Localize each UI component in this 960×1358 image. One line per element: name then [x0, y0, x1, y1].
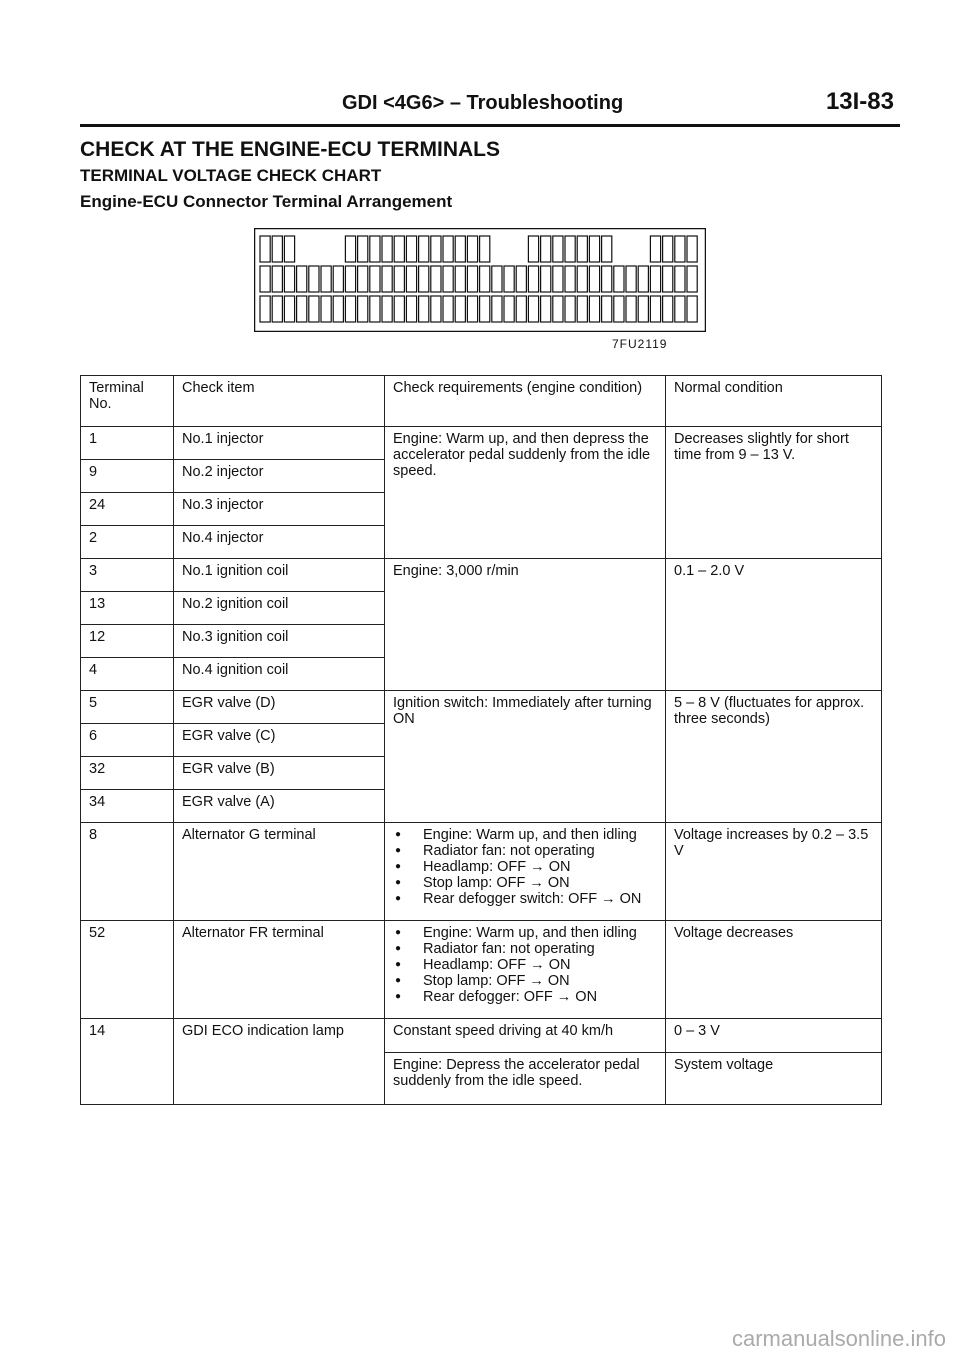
connector-pin — [504, 296, 514, 322]
connector-pin — [260, 266, 270, 292]
check-item: EGR valve (D) — [174, 691, 385, 724]
connector-pin — [663, 236, 673, 262]
header-terminal: Terminal No. — [81, 376, 174, 427]
terminal-no: 4 — [81, 658, 174, 691]
connector-pin — [260, 236, 270, 262]
connector-pin — [443, 296, 453, 322]
connector-pin — [419, 266, 429, 292]
requirement: Engine: 3,000 r/min — [385, 559, 666, 691]
connector-pin — [577, 266, 587, 292]
connector-pin — [406, 266, 416, 292]
connector-pin — [638, 266, 648, 292]
check-item: No.4 injector — [174, 526, 385, 559]
connector-pin — [565, 266, 575, 292]
header-check-item: Check item — [174, 376, 385, 427]
connector-pin — [492, 266, 502, 292]
check-item: No.1 injector — [174, 427, 385, 460]
connector-pin — [467, 296, 477, 322]
connector-pin — [675, 296, 685, 322]
watermark: carmanualsonline.info — [731, 1326, 946, 1351]
connector-pin — [260, 296, 270, 322]
connector-pin — [589, 266, 599, 292]
terminal-no: 52 — [81, 921, 174, 1019]
connector-pin — [394, 296, 404, 322]
list-item: ● Radiator fan: not operating — [393, 941, 659, 957]
connector-pin — [297, 296, 307, 322]
connector-pin — [272, 236, 282, 262]
normal-condition: Decreases slightly for short time from 9 – 13 V. — [666, 427, 882, 559]
terminal-no: 32 — [81, 757, 174, 790]
connector-pin — [516, 296, 526, 322]
terminal-no: 13 — [81, 592, 174, 625]
section-heading: CHECK AT THE ENGINE-ECU TERMINALS — [80, 138, 500, 161]
header-title: GDI <4G6> – Troubleshooting — [342, 92, 624, 114]
connector-pin — [626, 296, 636, 322]
list-item: ● Engine: Warm up, and then idling — [393, 925, 659, 941]
connector-pin — [528, 266, 538, 292]
table-row — [81, 921, 882, 1019]
table-row — [81, 427, 882, 460]
connector-pin — [358, 236, 368, 262]
check-item: EGR valve (C) — [174, 724, 385, 757]
connector-pin — [431, 296, 441, 322]
connector-pin — [565, 296, 575, 322]
connector-pin — [419, 296, 429, 322]
connector-pin — [284, 236, 294, 262]
connector-pin — [345, 266, 355, 292]
list-item: ● Headlamp: OFF → ON — [393, 859, 659, 875]
header-requirement: Check requirements (engine condition) — [385, 376, 666, 427]
requirement — [385, 823, 666, 921]
connector-pin — [284, 266, 294, 292]
check-item: Alternator G terminal — [174, 823, 385, 921]
check-item: No.3 ignition coil — [174, 625, 385, 658]
connector-pin — [577, 296, 587, 322]
connector-pin — [309, 266, 319, 292]
table-row — [81, 1019, 882, 1053]
connector-pin — [528, 236, 538, 262]
header-normal: Normal condition — [666, 376, 882, 427]
terminal-no: 6 — [81, 724, 174, 757]
connector-pin — [382, 236, 392, 262]
connector-pin — [309, 296, 319, 322]
check-item: No.2 injector — [174, 460, 385, 493]
table-header-row — [81, 376, 882, 427]
connector-pin — [345, 296, 355, 322]
connector-pin — [516, 266, 526, 292]
table-row — [81, 559, 882, 592]
connector-pin — [443, 266, 453, 292]
connector-pin — [467, 266, 477, 292]
check-item: No.2 ignition coil — [174, 592, 385, 625]
table-row — [81, 691, 882, 724]
requirement: Engine: Warm up, and then depress the accelerator pedal suddenly from the idle speed. — [385, 427, 666, 559]
page-number: 13I-83 — [825, 88, 894, 115]
connector-pin — [589, 236, 599, 262]
list-item: ● Engine: Warm up, and then idling — [393, 827, 659, 843]
list-item: ● Radiator fan: not operating — [393, 843, 659, 859]
connector-pin — [541, 296, 551, 322]
connector-pin — [663, 296, 673, 322]
connector-pin — [358, 266, 368, 292]
connector-pin — [650, 236, 660, 262]
connector-pin — [675, 236, 685, 262]
requirement: Engine: Depress the accelerator pedal suddenly from the idle speed. — [385, 1053, 666, 1105]
connector-diagram — [254, 228, 706, 332]
connector-pin — [675, 266, 685, 292]
page-header — [80, 88, 900, 127]
connector-pin — [297, 266, 307, 292]
connector-pin — [480, 296, 490, 322]
normal-condition: Voltage increases by 0.2 – 3.5 V — [666, 823, 882, 921]
terminal-no: 12 — [81, 625, 174, 658]
terminal-no: 34 — [81, 790, 174, 823]
connector-pin — [589, 296, 599, 322]
list-item: ● Rear defogger switch: OFF → ON — [393, 891, 659, 907]
connector-pin — [455, 266, 465, 292]
figure-code: 7FU2119 — [612, 337, 668, 351]
connector-pin — [406, 296, 416, 322]
connector-pin — [394, 266, 404, 292]
connector-pin — [687, 296, 697, 322]
connector-pin — [321, 266, 331, 292]
connector-pin — [528, 296, 538, 322]
check-item: GDI ECO indication lamp — [174, 1019, 385, 1105]
check-item: Alternator FR terminal — [174, 921, 385, 1019]
connector-pin — [480, 266, 490, 292]
connector-pin — [492, 296, 502, 322]
table-row — [81, 823, 882, 921]
connector-pin — [626, 266, 636, 292]
connector-pin — [431, 266, 441, 292]
connector-pin — [321, 296, 331, 322]
connector-pin — [370, 266, 380, 292]
terminal-no: 9 — [81, 460, 174, 493]
normal-condition: Voltage decreases — [666, 921, 882, 1019]
connector-pin — [333, 296, 343, 322]
list-item: ● Rear defogger: OFF → ON — [393, 989, 659, 1005]
connector-pin — [687, 236, 697, 262]
requirement-list — [393, 925, 659, 1005]
connector-pin — [602, 236, 612, 262]
connector-pin — [419, 236, 429, 262]
requirement-list — [393, 827, 659, 907]
requirement — [385, 921, 666, 1019]
normal-condition: 0.1 – 2.0 V — [666, 559, 882, 691]
connector-pin — [504, 266, 514, 292]
connector-pin — [370, 296, 380, 322]
connector-pin — [663, 266, 673, 292]
connector-pin — [382, 296, 392, 322]
check-item: EGR valve (B) — [174, 757, 385, 790]
list-item: ● Stop lamp: OFF → ON — [393, 875, 659, 891]
terminal-no: 8 — [81, 823, 174, 921]
requirement: Constant speed driving at 40 km/h — [385, 1019, 666, 1053]
terminal-no: 5 — [81, 691, 174, 724]
connector-pin — [614, 296, 624, 322]
connector-pin — [443, 236, 453, 262]
connector-pin — [345, 236, 355, 262]
connector-pin — [687, 266, 697, 292]
subsection-heading: TERMINAL VOLTAGE CHECK CHART — [80, 166, 382, 185]
connector-pin — [406, 236, 416, 262]
connector-pin — [455, 236, 465, 262]
connector-pin — [541, 266, 551, 292]
connector-pin — [577, 236, 587, 262]
list-item: ● Headlamp: OFF → ON — [393, 957, 659, 973]
connector-pin — [553, 266, 563, 292]
normal-condition: 5 – 8 V (fluctuates for approx. three seconds) — [666, 691, 882, 823]
connector-pin — [553, 236, 563, 262]
connector-pin — [650, 296, 660, 322]
connector-pin — [467, 236, 477, 262]
connector-pin — [553, 296, 563, 322]
connector-pin — [370, 236, 380, 262]
terminal-no: 2 — [81, 526, 174, 559]
connector-pin — [431, 236, 441, 262]
connector-pin — [602, 296, 612, 322]
connector-pin — [272, 266, 282, 292]
connector-pin — [284, 296, 294, 322]
connector-pin — [480, 236, 490, 262]
check-item: No.1 ignition coil — [174, 559, 385, 592]
connector-pin — [382, 266, 392, 292]
terminal-voltage-table — [80, 375, 882, 1105]
figure-heading: Engine-ECU Connector Terminal Arrangement — [80, 192, 453, 211]
requirement: Ignition switch: Immediately after turning ON — [385, 691, 666, 823]
connector-pin — [638, 296, 648, 322]
connector-pin — [650, 266, 660, 292]
check-item: EGR valve (A) — [174, 790, 385, 823]
connector-pin — [272, 296, 282, 322]
normal-condition: 0 – 3 V — [666, 1019, 882, 1053]
terminal-no: 24 — [81, 493, 174, 526]
connector-pin — [541, 236, 551, 262]
connector-pin — [602, 266, 612, 292]
check-item: No.4 ignition coil — [174, 658, 385, 691]
check-item: No.3 injector — [174, 493, 385, 526]
normal-condition: System voltage — [666, 1053, 882, 1105]
terminal-no: 3 — [81, 559, 174, 592]
connector-pin — [358, 296, 368, 322]
connector-pin — [614, 266, 624, 292]
connector-pin — [565, 236, 575, 262]
terminal-no: 14 — [81, 1019, 174, 1105]
connector-pin — [394, 236, 404, 262]
connector-pin — [333, 266, 343, 292]
list-item: ● Stop lamp: OFF → ON — [393, 973, 659, 989]
terminal-no: 1 — [81, 427, 174, 460]
connector-pin — [455, 296, 465, 322]
